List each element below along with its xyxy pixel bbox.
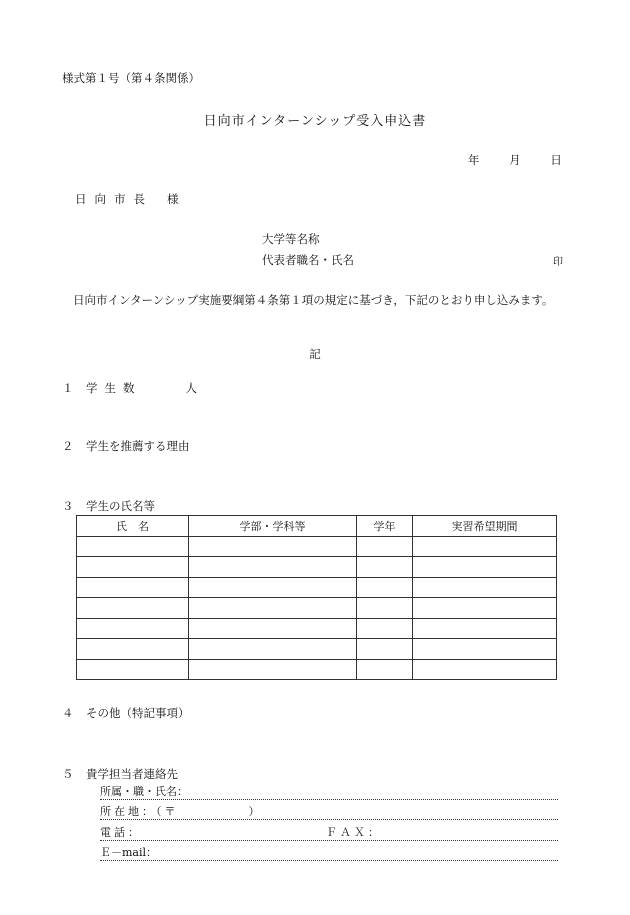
addressee-honorific: 様 bbox=[167, 192, 187, 206]
section-label: その他（特記事項） bbox=[86, 706, 190, 720]
section-label: 学生を推薦する理由 bbox=[86, 439, 190, 453]
contact-phone-label: 電話： bbox=[100, 826, 142, 839]
cell-name[interactable] bbox=[77, 577, 189, 598]
cell-grade[interactable] bbox=[357, 639, 413, 660]
table-header-row bbox=[77, 516, 557, 537]
cell-period[interactable] bbox=[413, 639, 557, 660]
cell-period[interactable] bbox=[413, 557, 557, 578]
cell-grade[interactable] bbox=[357, 598, 413, 619]
cell-faculty[interactable] bbox=[189, 598, 357, 619]
cell-period[interactable] bbox=[413, 618, 557, 639]
section-label: 学生数 bbox=[86, 381, 142, 395]
section-number: ４ bbox=[62, 706, 74, 720]
table-row bbox=[77, 659, 557, 680]
section-number: ５ bbox=[62, 767, 74, 781]
contact-affiliation-label: 所属・職・氏名： bbox=[100, 785, 188, 798]
cell-period[interactable] bbox=[413, 598, 557, 619]
contact-email-label: Ｅ－mail： bbox=[100, 846, 158, 859]
header-period: 実習希望期間 bbox=[413, 516, 557, 537]
addressee bbox=[75, 191, 187, 207]
cell-grade[interactable] bbox=[357, 618, 413, 639]
cell-period[interactable] bbox=[413, 536, 557, 557]
form-number: 様式第１号（第４条関係） bbox=[62, 71, 200, 85]
cell-name[interactable] bbox=[77, 618, 189, 639]
cell-name[interactable] bbox=[77, 557, 189, 578]
cell-name[interactable] bbox=[77, 536, 189, 557]
header-faculty: 学部・学科等 bbox=[189, 516, 357, 537]
cell-name[interactable] bbox=[77, 659, 189, 680]
day-label: 日 bbox=[550, 153, 562, 167]
header-name: 氏 名 bbox=[77, 516, 189, 537]
contact-affiliation-line[interactable] bbox=[100, 783, 558, 800]
cell-period[interactable] bbox=[413, 659, 557, 680]
table-row bbox=[77, 639, 557, 660]
year-label: 年 bbox=[468, 153, 480, 167]
cell-faculty[interactable] bbox=[189, 639, 357, 660]
contact-address-label: 所在地：（〒 ） bbox=[100, 805, 263, 818]
representative-label: 代表者職名・氏名 bbox=[262, 253, 354, 267]
section-contact bbox=[62, 766, 178, 782]
table-row bbox=[77, 536, 557, 557]
table-row bbox=[77, 598, 557, 619]
table-row bbox=[77, 557, 557, 578]
table-row bbox=[77, 618, 557, 639]
section-number: ２ bbox=[62, 439, 74, 453]
cell-name[interactable] bbox=[77, 598, 189, 619]
unit-label: 人 bbox=[185, 381, 197, 395]
section-other bbox=[62, 705, 190, 721]
section-reason bbox=[62, 438, 190, 454]
cell-grade[interactable] bbox=[357, 536, 413, 557]
student-table bbox=[76, 515, 557, 680]
document-title: 日向市インターンシップ受入申込書 bbox=[203, 114, 427, 129]
header-grade: 学年 bbox=[357, 516, 413, 537]
month-label: 月 bbox=[509, 153, 521, 167]
section-label: 貴学担当者連絡先 bbox=[86, 767, 178, 781]
cell-period[interactable] bbox=[413, 577, 557, 598]
section-number: １ bbox=[62, 381, 74, 395]
section-label: 学生の氏名等 bbox=[86, 499, 155, 513]
cell-faculty[interactable] bbox=[189, 659, 357, 680]
intro-paragraph: 日向市インターンシップ実施要綱第４条第１項の規定に基づき，下記のとおり申し込みます。 bbox=[73, 293, 554, 307]
contact-email-line[interactable] bbox=[100, 844, 558, 861]
cell-faculty[interactable] bbox=[189, 618, 357, 639]
addressee-name: 日向市長 bbox=[75, 192, 153, 206]
student-rows bbox=[77, 536, 557, 680]
date-line bbox=[468, 152, 562, 168]
cell-faculty[interactable] bbox=[189, 577, 357, 598]
contact-address-line[interactable] bbox=[100, 803, 558, 820]
contact-fax-label: ＦＡＸ： bbox=[326, 826, 382, 839]
section-number: ３ bbox=[62, 499, 74, 513]
cell-faculty[interactable] bbox=[189, 557, 357, 578]
cell-grade[interactable] bbox=[357, 557, 413, 578]
cell-grade[interactable] bbox=[357, 659, 413, 680]
cell-faculty[interactable] bbox=[189, 536, 357, 557]
cell-grade[interactable] bbox=[357, 577, 413, 598]
table-row bbox=[77, 577, 557, 598]
seal-mark: 印 bbox=[553, 257, 563, 268]
university-name-label: 大学等名称 bbox=[262, 232, 320, 246]
section-student-count bbox=[62, 380, 197, 396]
cell-name[interactable] bbox=[77, 639, 189, 660]
section-student-names bbox=[62, 498, 155, 514]
contact-phone-fax-line[interactable] bbox=[100, 824, 558, 841]
ki-heading: 記 bbox=[309, 347, 321, 361]
